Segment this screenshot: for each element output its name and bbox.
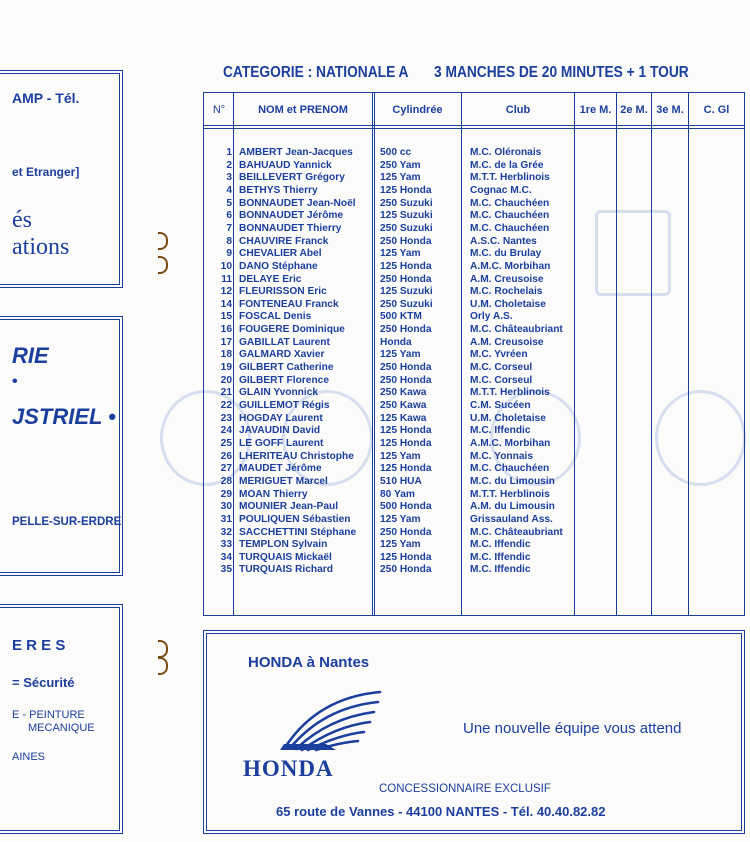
rider-cylinder: 125 Yam <box>380 349 421 361</box>
left-box2-line4: PELLE-SUR-ERDRE <box>12 516 122 528</box>
left-box1-line4: ations <box>12 234 70 260</box>
ad-title: HONDA à Nantes <box>248 654 370 671</box>
rider-name: FOUGERE Dominique <box>239 324 345 336</box>
rider-cylinder: 125 Honda <box>380 463 432 475</box>
binding-staple-4 <box>158 657 168 675</box>
rider-name: GILBERT Catherine <box>239 362 334 374</box>
rider-name: BAHUAUD Yannick <box>239 159 332 171</box>
rider-club: M.C. de la Grée <box>470 159 544 171</box>
rider-club: M.T.T. Herblinois <box>470 488 550 500</box>
rider-name: MOAN Thierry <box>239 488 308 500</box>
rider-number: 18 <box>220 349 232 361</box>
rider-cylinder: 250 Suzuki <box>380 222 433 234</box>
rider-cylinder: 250 Honda <box>380 374 432 386</box>
rider-name: MAUDET Jérôme <box>239 463 322 475</box>
rider-name: BONNAUDET Jérôme <box>239 210 344 222</box>
rider-cylinder: 510 HUA <box>380 475 422 487</box>
rider-number: 1 <box>226 147 232 158</box>
rider-name: POULIQUEN Sébastien <box>239 513 351 525</box>
rider-name: HOGDAY Laurent <box>239 412 323 424</box>
rider-club: M.C. du Limousin <box>470 475 555 487</box>
rider-number: 32 <box>220 526 232 538</box>
header-classement-general: C. Gl <box>703 104 730 116</box>
rider-number: 24 <box>220 425 232 437</box>
rider-club: M.C. Chauchéen <box>470 222 550 234</box>
rider-number: 21 <box>220 387 232 399</box>
rider-cylinder: 125 Yam <box>380 172 421 184</box>
rider-cylinder: 250 Honda <box>380 564 432 576</box>
binding-staple-3 <box>158 640 168 658</box>
rider-club: M.C. Oléronais <box>470 147 542 158</box>
rider-cylinder: 125 Yam <box>380 539 421 551</box>
left-box1-line3: és <box>12 207 32 233</box>
rider-name: DELAYE Eric <box>239 273 302 285</box>
rider-cylinder: 125 Kawa <box>380 412 427 424</box>
binding-staple-1 <box>158 232 168 250</box>
rider-number: 9 <box>226 248 232 260</box>
rider-cylinder: 125 Suzuki <box>380 210 433 222</box>
rider-name: BONNAUDET Jean-Noël <box>239 197 356 209</box>
rider-cylinder: 250 Honda <box>380 324 432 336</box>
left-box2-line1: RIE <box>12 343 49 368</box>
rider-club: M.C. du Brulay <box>470 248 542 260</box>
header-manche-3: 3e M. <box>656 104 684 116</box>
rider-club: A.M.C. Morbihan <box>470 260 551 272</box>
rider-number: 6 <box>226 210 232 222</box>
left-box3-line4: MECANIQUE <box>28 722 95 734</box>
rider-club: M.C. Iffendic <box>470 539 531 551</box>
rider-name: LE GOFF Laurent <box>239 437 324 449</box>
rider-club: M.C. Iffendic <box>470 425 531 437</box>
honda-logo-text: HONDA <box>243 756 334 781</box>
rider-cylinder: 250 Yam <box>380 159 421 171</box>
rider-name: FLEURISSON Eric <box>239 286 327 298</box>
rider-number: 33 <box>220 539 232 551</box>
rider-number: 7 <box>226 222 232 234</box>
binding-staple-2 <box>158 256 168 274</box>
rider-number: 25 <box>220 437 232 449</box>
rider-club: M.T.T. Herblinois <box>470 387 550 399</box>
rider-club: M.C. Chauchéen <box>470 210 550 222</box>
race-format: 3 MANCHES DE 20 MINUTES + 1 TOUR <box>434 64 689 81</box>
rider-name: DANO Stéphane <box>239 260 318 272</box>
rider-cylinder: 125 Honda <box>380 551 432 563</box>
rider-cylinder: 250 Suzuki <box>380 197 433 209</box>
rider-number: 15 <box>220 311 232 323</box>
left-box3-line2: = Sécurité <box>12 675 75 690</box>
rider-cylinder: 125 Honda <box>380 425 432 437</box>
left-box2-line3: JSTRIEL • <box>12 404 116 429</box>
rider-name: GUILLEMOT Régis <box>239 400 330 411</box>
rider-cylinder: 250 Honda <box>380 526 432 538</box>
rider-club: M.C. Iffendic <box>470 564 531 576</box>
rider-club: U.M. Choletaise <box>470 412 546 424</box>
rider-cylinder: 125 Suzuki <box>380 286 433 298</box>
header-manche-2: 2e M. <box>620 104 648 116</box>
rider-name: TURQUAIS Richard <box>239 564 333 576</box>
rider-cylinder: 250 Kawa <box>380 400 427 411</box>
rider-name: TURQUAIS Mickaël <box>239 551 332 563</box>
rider-name: GALMARD Xavier <box>239 349 325 361</box>
rider-name: AMBERT Jean-Jacques <box>239 147 353 158</box>
rider-cylinder: 250 Honda <box>380 235 432 247</box>
rider-club: Cognac M.C. <box>470 184 532 196</box>
left-box3-line3: E - PEINTURE <box>12 709 85 721</box>
rider-club: M.C. Chauchéen <box>470 463 550 475</box>
left-box1-line1: AMP - Tél. <box>12 90 80 106</box>
rider-name: GILBERT Florence <box>239 374 330 386</box>
rider-club: C.M. Sucéen <box>470 400 531 411</box>
rider-cylinder: 250 Kawa <box>380 387 427 399</box>
rider-number: 12 <box>220 286 232 298</box>
left-box2-line2: • <box>12 373 18 390</box>
rider-cylinder: 125 Yam <box>380 450 421 462</box>
rider-number: 35 <box>220 564 232 576</box>
rider-name: FOSCAL Denis <box>239 311 312 323</box>
col-divider-m2 <box>651 92 652 616</box>
rider-club: M.C. Iffendic <box>470 551 531 563</box>
rider-name: CHEVALIER Abel <box>239 248 322 260</box>
col-divider-cyl <box>461 92 462 616</box>
header-num: N° <box>212 104 226 116</box>
rider-club: M.C. Yvréen <box>470 349 528 361</box>
rider-number: 31 <box>220 513 232 525</box>
header-club: Club <box>505 104 531 116</box>
rider-name: BEILLEVERT Grégory <box>239 172 345 184</box>
rider-cylinder: 80 Yam <box>380 488 415 500</box>
rider-number: 11 <box>221 273 232 285</box>
rider-club: M.T.T. Herblinois <box>470 172 550 184</box>
rider-name: SACCHETTINI Stéphane <box>239 526 357 538</box>
rider-club: M.C. Rochelais <box>470 286 543 298</box>
header-manche-1: 1re M. <box>579 104 612 116</box>
rider-cylinder: 500 cc <box>380 147 412 158</box>
rider-cylinder: 125 Honda <box>380 260 432 272</box>
rider-number: 20 <box>220 374 232 386</box>
rider-club: M.C. Corseul <box>470 374 533 386</box>
rider-club: M.C. Châteaubriant <box>470 526 563 538</box>
rider-number: 29 <box>220 488 232 500</box>
rider-name: BONNAUDET Thierry <box>239 222 342 234</box>
rider-number: 10 <box>220 260 232 272</box>
rider-name: MERIGUET Marcel <box>239 475 328 487</box>
rider-club: M.C. Corseul <box>470 362 533 374</box>
header-cyl: Cylindrée <box>392 104 443 116</box>
col-divider-num <box>233 92 234 616</box>
rider-name: JAVAUDIN David <box>239 425 321 437</box>
rider-number: 23 <box>220 412 232 424</box>
category-title: CATEGORIE : NATIONALE A <box>223 64 409 81</box>
rider-number: 5 <box>226 197 232 209</box>
rider-name: BETHYS Thierry <box>239 184 318 196</box>
col-divider-m1 <box>616 92 617 616</box>
rider-cylinder: 125 Yam <box>380 513 421 525</box>
rider-cylinder: 125 Honda <box>380 437 432 449</box>
rider-cylinder: Honda <box>380 336 412 348</box>
rider-number: 19 <box>220 362 232 374</box>
left-box3-line5: AINES <box>12 751 46 763</box>
rider-number: 2 <box>226 159 232 171</box>
rider-club: A.S.C. Nantes <box>470 235 537 247</box>
rider-club: A.M. Creusoise <box>470 273 544 285</box>
rider-number: 17 <box>220 336 232 348</box>
rider-name: CHAUVIRE Franck <box>239 235 329 247</box>
rider-number: 8 <box>226 235 232 247</box>
col-divider-name <box>372 92 375 616</box>
col-divider-m3 <box>688 92 689 616</box>
left-box1-line2: et Etranger] <box>12 165 80 179</box>
ad-dealer-label: CONCESSIONNAIRE EXCLUSIF <box>379 783 551 795</box>
rider-club: U.M. Choletaise <box>470 298 546 310</box>
rider-cylinder: 250 Honda <box>380 273 432 285</box>
header-rule <box>203 125 745 126</box>
rider-club: A.M. Creusoise <box>470 336 544 348</box>
rider-club: A.M.C. Morbihan <box>470 437 551 449</box>
rider-number: 4 <box>226 184 232 196</box>
rider-club: M.C. Châteaubriant <box>470 324 563 336</box>
rider-number: 16 <box>220 324 232 336</box>
rider-club: Grissauland Ass. <box>470 513 553 525</box>
header-name: NOM et PRENOM <box>258 104 348 116</box>
rider-number: 30 <box>220 501 232 513</box>
rider-name: GABILLAT Laurent <box>239 336 330 348</box>
col-divider-club <box>574 92 575 616</box>
left-box3-line1: E R E S <box>12 637 66 654</box>
rider-name: GLAIN Yvonnick <box>239 387 319 399</box>
rider-number: 26 <box>220 450 232 462</box>
rider-name: LHERITEAU Christophe <box>239 450 354 462</box>
rider-cylinder: 500 KTM <box>380 311 422 323</box>
rider-number: 27 <box>220 463 232 475</box>
rider-club: A.M. du Limousin <box>470 501 555 513</box>
rider-club: Orly A.S. <box>470 311 513 323</box>
honda-wing-icon <box>276 686 386 752</box>
rider-cylinder: 500 Honda <box>380 501 432 513</box>
rider-club: M.C. Yonnais <box>470 450 534 462</box>
ad-slogan: Une nouvelle équipe vous attend <box>463 720 682 737</box>
rider-number: 34 <box>220 551 232 563</box>
rider-cylinder: 250 Honda <box>380 362 432 374</box>
header-rule-2 <box>203 128 745 129</box>
rider-cylinder: 125 Honda <box>380 184 432 196</box>
rider-club: M.C. Chauchéen <box>470 197 550 209</box>
rider-number: 22 <box>220 400 232 411</box>
rider-cylinder: 125 Yam <box>380 248 421 260</box>
rider-number: 14 <box>220 298 232 310</box>
rider-number: 28 <box>220 475 232 487</box>
rider-name: MOUNIER Jean-Paul <box>239 501 339 513</box>
rider-cylinder: 250 Suzuki <box>380 298 433 310</box>
rider-name: TEMPLON Sylvain <box>239 539 328 551</box>
rider-name: FONTENEAU Franck <box>239 298 339 310</box>
rider-number: 3 <box>226 172 232 184</box>
ad-address: 65 route de Vannes - 44100 NANTES - Tél. 40.40.82.82 <box>276 804 606 819</box>
